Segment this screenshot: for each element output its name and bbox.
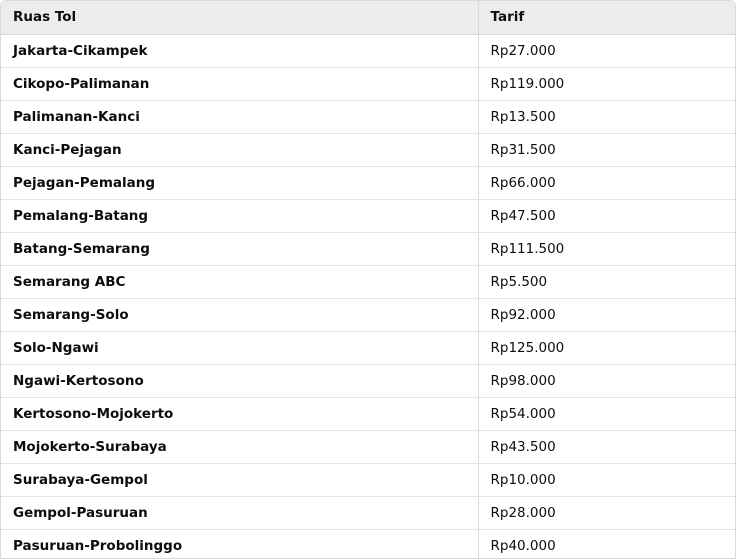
table-row (1, 100, 736, 133)
toll-road-name: Ngawi-Kertosono (1, 364, 478, 397)
table-row (1, 166, 736, 199)
table-row (1, 265, 736, 298)
toll-road-name: Kanci-Pejagan (1, 133, 478, 166)
table-row (1, 364, 736, 397)
toll-rate: Rp43.500 (478, 430, 736, 463)
table-body (1, 34, 736, 559)
toll-rate: Rp119.000 (478, 67, 736, 100)
toll-rate: Rp111.500 (478, 232, 736, 265)
table-header (1, 1, 736, 34)
table-row (1, 331, 736, 364)
toll-road-name: Semarang ABC (1, 265, 478, 298)
table-row (1, 397, 736, 430)
table-row (1, 529, 736, 559)
toll-road-name: Pemalang-Batang (1, 199, 478, 232)
toll-road-name: Mojokerto-Surabaya (1, 430, 478, 463)
toll-rate: Rp98.000 (478, 364, 736, 397)
toll-rate-table (1, 1, 736, 559)
toll-road-name: Pejagan-Pemalang (1, 166, 478, 199)
toll-rate: Rp28.000 (478, 496, 736, 529)
table-row (1, 199, 736, 232)
table-row (1, 133, 736, 166)
toll-road-name: Palimanan-Kanci (1, 100, 478, 133)
column-header-ruas-tol: Ruas Tol (1, 1, 478, 34)
toll-rate: Rp54.000 (478, 397, 736, 430)
toll-rate: Rp31.500 (478, 133, 736, 166)
toll-rate: Rp40.000 (490, 537, 556, 554)
table-row (1, 232, 736, 265)
toll-road-name: Kertosono-Mojokerto (1, 397, 478, 430)
toll-rate: Rp92.000 (478, 298, 736, 331)
table-row (1, 496, 736, 529)
toll-road-name: Jakarta-Cikampek (1, 34, 478, 67)
toll-road-name: Surabaya-Gempol (1, 463, 478, 496)
table-row (1, 298, 736, 331)
toll-rate: Rp10.000 (478, 463, 736, 496)
toll-road-name: Batang-Semarang (1, 232, 478, 265)
toll-road-name: Pasuruan-Probolinggo (1, 529, 478, 559)
toll-road-name: Gempol-Pasuruan (1, 496, 478, 529)
column-header-tarif: Tarif (478, 1, 736, 34)
toll-rate: Rp27.000 (478, 34, 736, 67)
table-header-row (1, 1, 736, 34)
table-row (1, 67, 736, 100)
toll-road-name: Solo-Ngawi (1, 331, 478, 364)
toll-rate: Rp47.500 (478, 199, 736, 232)
toll-road-name: Semarang-Solo (1, 298, 478, 331)
table-row (1, 463, 736, 496)
toll-road-name: Cikopo-Palimanan (1, 67, 478, 100)
table-row (1, 34, 736, 67)
toll-rate: Rp66.000 (478, 166, 736, 199)
toll-rate: Rp125.000 (478, 331, 736, 364)
table-row (1, 430, 736, 463)
toll-rate: Rp13.500 (478, 100, 736, 133)
toll-rate: Rp5.500 (478, 265, 736, 298)
